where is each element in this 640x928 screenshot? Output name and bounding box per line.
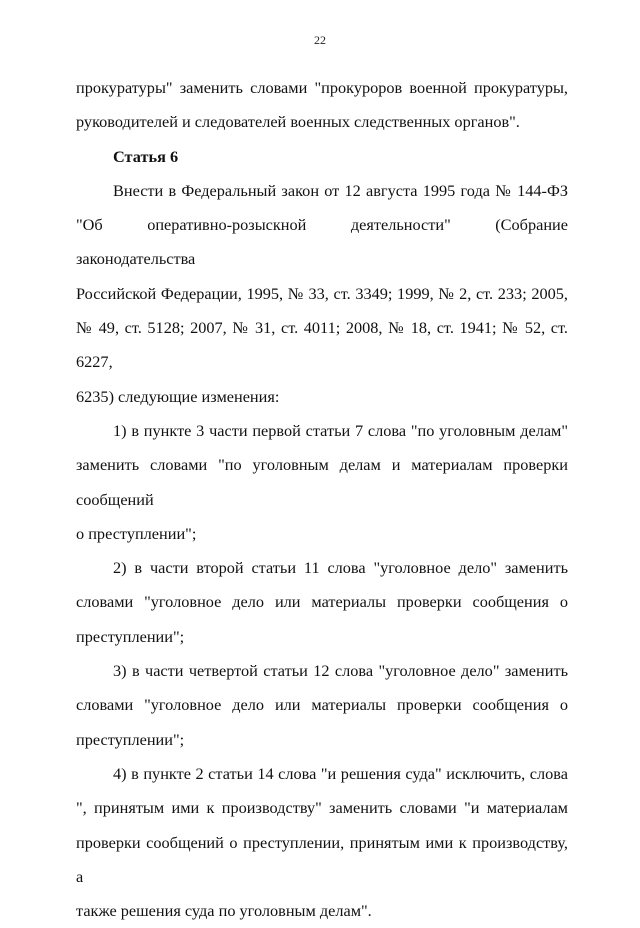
page-number: 22 xyxy=(314,33,326,47)
text-line: 4) в пункте 2 статьи 14 слова "и решения суда" исключить, слова xyxy=(113,763,568,783)
text-line: "Об оперативно-розыскной деятельности" (Собрание законодательства xyxy=(76,215,568,269)
text-line: руководителей и следователей военных следственных органов". xyxy=(76,112,520,132)
text-line: о преступлении"; xyxy=(76,523,197,543)
text-line: 2) в части второй статьи 11 слова "уголовное дело" заменить xyxy=(113,558,568,578)
amendment-item-2 xyxy=(76,551,568,654)
text-line: 6235) следующие изменения: xyxy=(76,386,280,406)
text-line: 3) в части четвертой статьи 12 слова "уголовное дело" заменить xyxy=(113,661,568,681)
text-line: проверки сообщений о преступлении, принятым ими к производству, а xyxy=(76,832,568,886)
text-line: прокуратуры" заменить словами "прокуроров военной прокуратуры, xyxy=(76,78,568,97)
amendment-item-3 xyxy=(76,654,568,757)
text-line: также решения суда по уголовным делам". xyxy=(76,901,372,921)
text-line: 1) в пункте 3 части первой статьи 7 слова "по уголовным делам" xyxy=(113,420,568,440)
text-line: № 49, ст. 5128; 2007, № 31, ст. 4011; 2008, № 18, ст. 1941; № 52, ст. 6227, xyxy=(76,318,568,372)
document-body xyxy=(76,71,568,928)
text-line: Российской Федерации, 1995, № 33, ст. 3349; 1999, № 2, ст. 233; 2005, xyxy=(76,283,568,303)
text-line: словами "уголовное дело или материалы проверки сообщения о xyxy=(76,592,568,612)
text-line: ", принятым ими к производству" заменить словами "и материалам xyxy=(76,798,568,818)
text-line: заменить словами "по уголовным делам и материалам проверки сообщений xyxy=(76,455,568,509)
text-line: преступлении"; xyxy=(76,626,185,646)
text-line: преступлении"; xyxy=(76,729,185,749)
amendment-item-4 xyxy=(76,757,568,928)
amendment-item-1 xyxy=(76,414,568,551)
text-line: Внести в Федеральный закон от 12 августа 1995 года № 144-ФЗ xyxy=(113,180,568,200)
text-line: словами "уголовное дело или материалы проверки сообщения о xyxy=(76,695,568,715)
intro-paragraph xyxy=(76,174,568,414)
article-heading: Статья 6 xyxy=(113,146,179,166)
continuation-paragraph xyxy=(76,71,568,140)
